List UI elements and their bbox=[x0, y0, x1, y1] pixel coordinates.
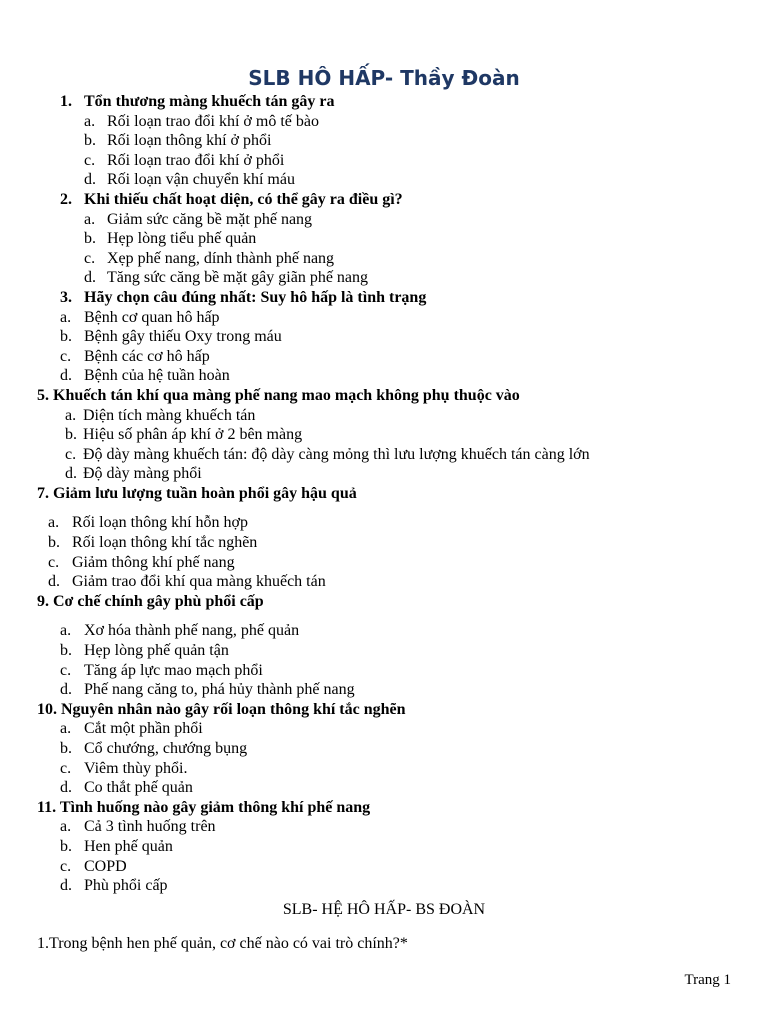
option-3d bbox=[0, 366, 768, 386]
option-9c bbox=[0, 661, 768, 681]
option-11a bbox=[0, 817, 768, 837]
option-letter: a. bbox=[60, 308, 72, 326]
page-number: Trang 1 bbox=[684, 972, 731, 988]
option-11d bbox=[0, 876, 768, 896]
question-2 bbox=[0, 190, 768, 210]
option-2b bbox=[0, 229, 768, 249]
option-letter: d. bbox=[60, 877, 72, 895]
option-text: Rối loạn thông khí ở phổi bbox=[107, 132, 272, 150]
option-10c bbox=[0, 759, 768, 779]
option-text: Rối loạn thông khí hỗn hợp bbox=[72, 514, 249, 532]
option-7a bbox=[0, 513, 768, 533]
option-3c bbox=[0, 347, 768, 367]
option-text: Phế nang căng to, phá hủy thành phế nang bbox=[84, 681, 355, 699]
option-letter: b. bbox=[48, 534, 60, 552]
option-1c bbox=[0, 151, 768, 171]
question-11 bbox=[0, 798, 768, 818]
spacer bbox=[0, 503, 768, 513]
question-text: Tổn thương màng khuếch tán gây ra bbox=[84, 93, 335, 110]
option-text: Độ dày màng phổi bbox=[83, 465, 202, 483]
question-text: 9. Cơ chế chính gây phù phổi cấp bbox=[37, 592, 264, 610]
option-3a bbox=[0, 308, 768, 328]
option-letter: a. bbox=[60, 720, 72, 738]
option-text: Hen phế quản bbox=[84, 837, 173, 855]
option-letter: b. bbox=[60, 740, 72, 757]
option-letter: c. bbox=[60, 759, 72, 777]
question-number: 1. bbox=[60, 93, 72, 110]
section-2-heading: SLB- HỆ HÔ HẤP- BS ĐOÀN bbox=[282, 900, 486, 918]
option-letter: c. bbox=[60, 661, 72, 679]
option-letter: c. bbox=[60, 347, 72, 365]
option-3b bbox=[0, 327, 768, 347]
option-text: Cả 3 tình huống trên bbox=[84, 818, 216, 836]
option-2a bbox=[0, 210, 768, 230]
option-text: Hiệu số phân áp khí ở 2 bên màng bbox=[83, 426, 303, 444]
option-letter: a. bbox=[84, 210, 96, 228]
option-letter: b. bbox=[65, 426, 77, 444]
option-text: Bệnh cơ quan hô hấp bbox=[84, 308, 220, 326]
option-1d bbox=[0, 170, 768, 190]
question-3 bbox=[0, 288, 768, 308]
option-9a bbox=[0, 621, 768, 641]
option-text: Viêm thùy phổi. bbox=[84, 759, 188, 777]
option-text: Bệnh của hệ tuần hoàn bbox=[84, 367, 230, 385]
option-2c bbox=[0, 249, 768, 269]
question-5 bbox=[0, 386, 768, 406]
option-text: Rối loạn trao đổi khí ở phổi bbox=[107, 151, 285, 169]
option-letter: a. bbox=[60, 818, 72, 836]
question-text: Hãy chọn câu đúng nhất: Suy hô hấp là tình trạng bbox=[84, 288, 427, 306]
question-1 bbox=[0, 92, 768, 112]
option-1b bbox=[0, 131, 768, 151]
option-text: Cắt một phần phổi bbox=[84, 720, 203, 738]
option-5d bbox=[0, 464, 768, 484]
option-7b bbox=[0, 533, 768, 553]
option-letter: a. bbox=[60, 622, 72, 640]
option-text: Rối loạn trao đổi khí ở mô tế bào bbox=[107, 112, 319, 130]
option-letter: d. bbox=[60, 779, 72, 797]
option-letter: d. bbox=[60, 681, 72, 699]
section-2-question-1: 1.Trong bệnh hen phế quản, cơ chế nào có vai trò chính?* bbox=[37, 934, 408, 952]
spacer bbox=[0, 611, 768, 621]
option-2d bbox=[0, 268, 768, 288]
option-text: Xơ hóa thành phế nang, phế quản bbox=[84, 622, 300, 640]
question-list bbox=[0, 92, 768, 954]
option-text: Tăng sức căng bề mặt gây giãn phế nang bbox=[107, 269, 369, 287]
question-9 bbox=[0, 592, 768, 612]
question-10 bbox=[0, 700, 768, 720]
question-text: 5. Khuếch tán khí qua màng phế nang mao mạch không phụ thuộc vào bbox=[37, 386, 520, 404]
question-7 bbox=[0, 484, 768, 504]
option-letter: b. bbox=[60, 642, 72, 660]
question-text: 11. Tình huống nào gây giảm thông khí phế nang bbox=[37, 798, 371, 816]
option-text: Phù phổi cấp bbox=[84, 877, 168, 895]
option-9b bbox=[0, 641, 768, 661]
option-5c bbox=[0, 445, 768, 465]
option-text: COPD bbox=[84, 857, 127, 875]
option-text: Bệnh các cơ hô hấp bbox=[84, 347, 210, 365]
option-letter: b. bbox=[60, 328, 72, 346]
option-text: Co thắt phế quản bbox=[84, 779, 193, 797]
question-text: 7. Giảm lưu lượng tuần hoàn phổi gây hậu quả bbox=[37, 484, 357, 502]
option-10a bbox=[0, 719, 768, 739]
option-text: Giảm trao đổi khí qua màng khuếch tán bbox=[72, 573, 326, 591]
option-letter: b. bbox=[84, 132, 96, 150]
option-letter: a. bbox=[84, 112, 96, 130]
option-7d bbox=[0, 572, 768, 592]
option-1a bbox=[0, 112, 768, 132]
option-text: Tăng áp lực mao mạch phổi bbox=[84, 661, 263, 679]
document-title: SLB HÔ HẤP- Thầy Đoàn bbox=[248, 66, 520, 90]
option-text: Độ dày màng khuếch tán: độ dày càng mỏng thì lưu lượng khuếch tán càng lớn bbox=[83, 445, 590, 463]
option-letter: d. bbox=[48, 573, 60, 591]
option-letter: d. bbox=[60, 367, 72, 385]
option-text: Hẹp lòng phế quản tận bbox=[84, 642, 229, 660]
option-5b bbox=[0, 425, 768, 445]
option-5a bbox=[0, 406, 768, 426]
option-10d bbox=[0, 778, 768, 798]
option-text: Giảm thông khí phế nang bbox=[72, 553, 235, 571]
option-text: Bệnh gây thiếu Oxy trong máu bbox=[84, 328, 282, 346]
option-9d bbox=[0, 680, 768, 700]
question-text: 10. Nguyên nhân nào gây rối loạn thông khí tắc nghẽn bbox=[37, 700, 406, 718]
option-letter: d. bbox=[84, 171, 96, 189]
option-11c bbox=[0, 857, 768, 877]
option-letter: a. bbox=[48, 514, 60, 532]
option-letter: c. bbox=[84, 151, 96, 169]
option-text: Rối loạn thông khí tắc nghẽn bbox=[72, 534, 258, 552]
option-letter: d. bbox=[84, 269, 96, 287]
option-letter: c. bbox=[84, 249, 96, 267]
option-letter: c. bbox=[60, 857, 72, 875]
option-11b bbox=[0, 837, 768, 857]
question-number: 3. bbox=[60, 288, 72, 306]
option-letter: b. bbox=[84, 230, 96, 248]
option-text: Rối loạn vận chuyển khí máu bbox=[107, 171, 295, 189]
option-letter: b. bbox=[60, 837, 72, 855]
option-text: Giảm sức căng bề mặt phế nang bbox=[107, 210, 313, 228]
option-letter: c. bbox=[65, 445, 77, 463]
question-text: Khi thiếu chất hoạt diện, có thể gây ra điều gì? bbox=[84, 190, 403, 208]
option-10b bbox=[0, 739, 768, 759]
option-7c bbox=[0, 553, 768, 573]
question-number: 2. bbox=[60, 190, 72, 208]
option-letter: d. bbox=[65, 465, 77, 483]
option-text: Cổ chướng, chướng bụng bbox=[84, 740, 248, 757]
option-text: Diện tích màng khuếch tán bbox=[83, 406, 256, 424]
option-text: Xẹp phế nang, dính thành phế nang bbox=[107, 249, 335, 267]
option-letter: c. bbox=[48, 553, 60, 571]
option-letter: a. bbox=[65, 406, 77, 424]
option-text: Hẹp lòng tiểu phế quản bbox=[107, 230, 257, 248]
